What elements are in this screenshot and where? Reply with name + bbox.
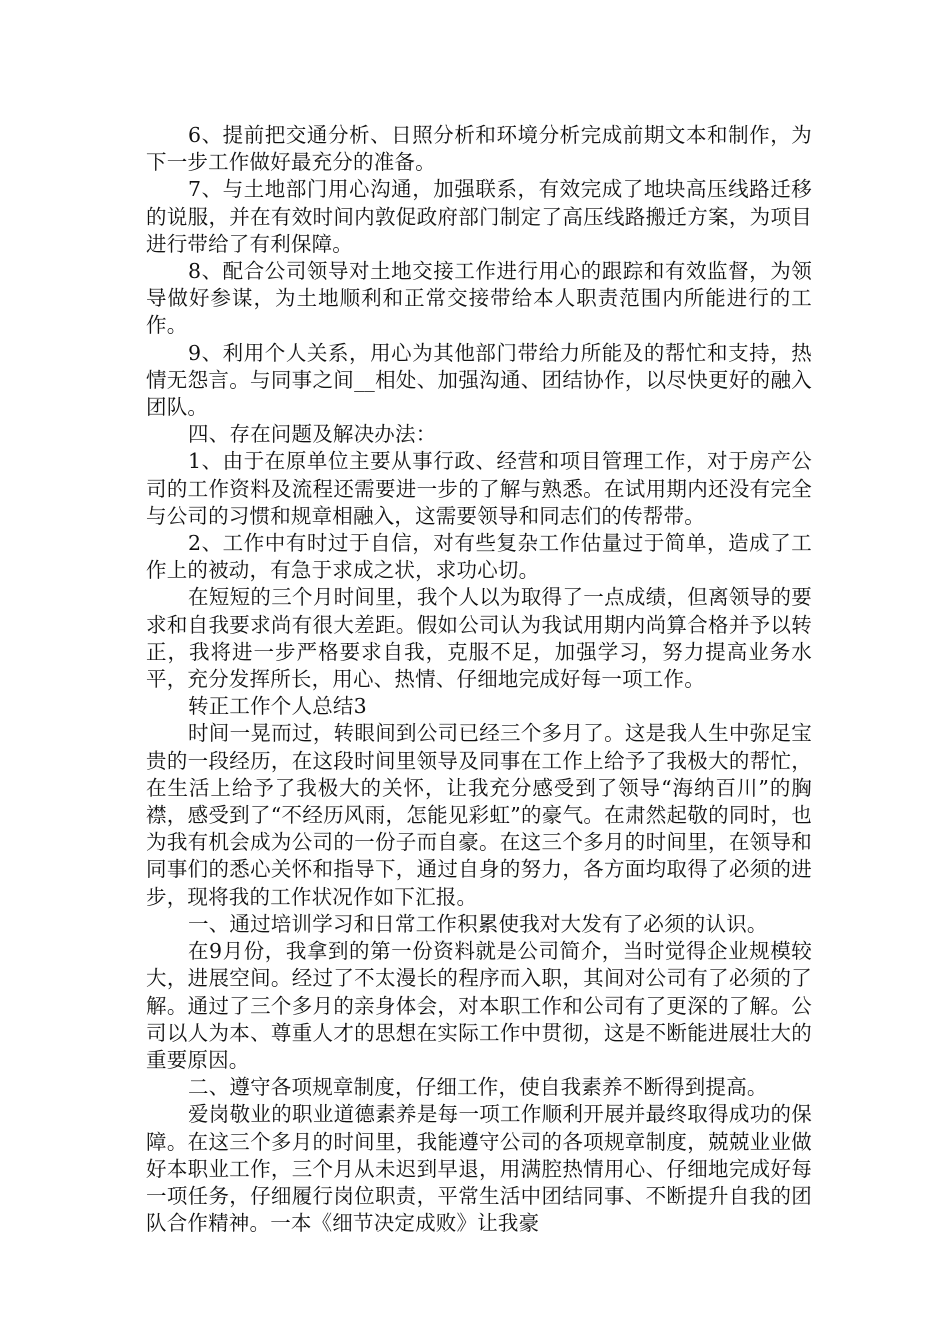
section-heading-training: 一、通过培训学习和日常工作积累使我对大发有了必须的认识。	[188, 911, 768, 936]
section-title-summary-3: 转正工作个人总结3	[188, 694, 367, 719]
section-heading-problems: 四、存在问题及解决办法：	[188, 422, 437, 447]
paragraph-training: 在9月份，我拿到的第一份资料就是公司简介，当时觉得企业规模较大，进展空间。经过了不太漫长的程序而入职，其间对公司有了必须的了解。通过了三个多月的亲身体会，对本职工作和公司有了更深的了解。公司以人为本、尊重人才的思想在实际工作中贯彻，这是不断能进展壮大的重要原因。	[146, 939, 812, 1072]
paragraph-intro: 时间一晃而过，转眼间到公司已经三个多月了。这是我人生中弥足宝贵的一段经历，在这段时间里领导及同事在工作上给予了我极大的帮忙，在生活上给予了我极大的关怀，让我充分感受到了领导“海纳百川”的胸襟，感受到了“不经历风雨，怎能见彩虹”的豪气。在肃然起敬的同时，也为我有机会成为公司的一份子而自豪。在这三个多月的时间里，在领导和同事们的悉心关怀和指导下，通过自身的努力，各方面均取得了必须的进步，现将我的工作状况作如下汇报。	[146, 721, 812, 909]
document-body	[146, 122, 812, 1237]
paragraph-rules: 爱岗敬业的职业道德素养是每一项工作顺利开展并最终取得成功的保障。在这三个多月的时间里，我能遵守公司的各项规章制度，兢兢业业做好本职业工作，三个月从未迟到早退，用满腔热情用心、仔细地完成好每一项任务，仔细履行岗位职责，平常生活中团结同事、不断提升自我的团队合作精神。一本《细节决定成败》让我豪	[146, 1102, 812, 1236]
paragraph-item-9: 9、利用个人关系，用心为其他部门带给力所能及的帮忙和支持，热情无怨言。与同事之间__相处、加强沟通、团结协作，以尽快更好的融入团队。	[146, 340, 812, 420]
paragraph-problem-1: 1、由于在原单位主要从事行政、经营和项目管理工作，对于房产公司的工作资料及流程还需要进一步的了解与熟悉。在试用期内还没有完全与公司的习惯和规章相融入，这需要领导和同志们的传帮带。	[146, 449, 812, 528]
paragraph-item-6: 6、提前把交通分析、日照分析和环境分析完成前期文本和制作，为下一步工作做好最充分的准备。	[146, 123, 812, 175]
paragraph-item-7: 7、与土地部门用心沟通，加强联系，有效完成了地块高压线路迁移的说服，并在有效时间内敦促政府部门制定了高压线路搬迁方案，为项目进行带给了有利保障。	[146, 177, 812, 256]
paragraph-item-8: 8、配合公司领导对土地交接工作进行用心的跟踪和有效监督，为领导做好参谋，为土地顺利和正常交接带给本人职责范围内所能进行的工作。	[146, 259, 812, 338]
section-heading-rules: 二、遵守各项规章制度，仔细工作，使自我素养不断得到提高。	[188, 1075, 768, 1100]
paragraph-problem-2: 2、工作中有时过于自信，对有些复杂工作估量过于简单，造成了工作上的被动，有急于求成之状，求功心切。	[146, 531, 812, 583]
paragraph-conclusion: 在短短的三个月时间里，我个人以为取得了一点成绩，但离领导的要求和自我要求尚有很大差距。假如公司认为我试用期内尚算合格并予以转正，我将进一步严格要求自我，克服不足，加强学习，努力提高业务水平，充分发挥所长，用心、热情、仔细地完成好每一项工作。	[146, 585, 812, 692]
